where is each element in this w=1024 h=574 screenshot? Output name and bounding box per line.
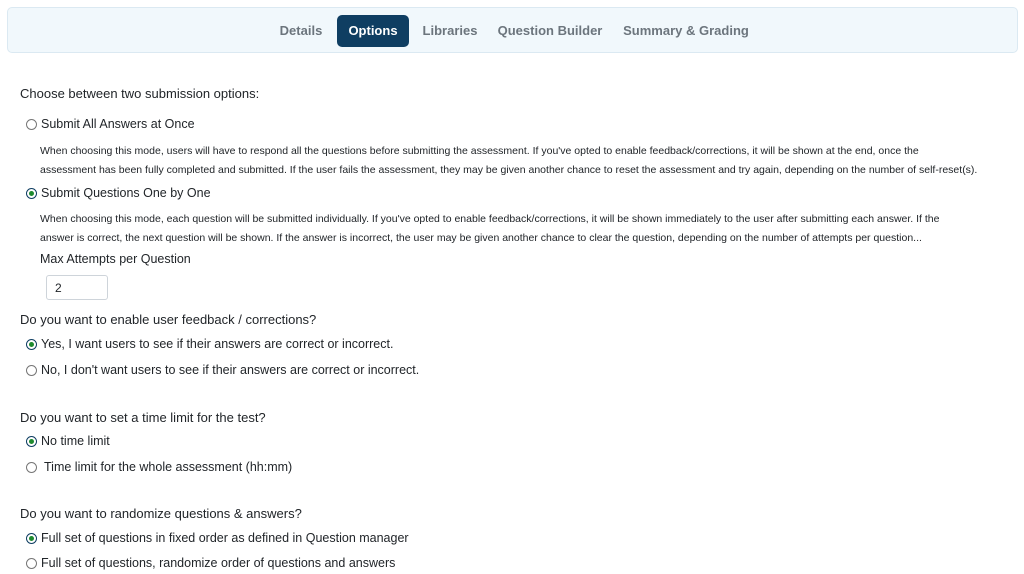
feedback-no-label: No, I don't want users to see if their answers are correct or incorrect. xyxy=(41,363,420,377)
submit-all-description: When choosing this mode, users will have to respond all the questions before submitting the assessment. If you've opted to enable feedback/corrections, it will be shown at the end, once the assessment has been fully completed and submitted. If the user fails the assessment, they may be given another chance to reset the assessment and try again, depending on the number of self-reset(s). xyxy=(40,145,978,176)
no-time-limit-option[interactable] xyxy=(26,433,110,449)
max-attempts-label: Max Attempts per Question xyxy=(40,252,191,266)
random-order-label: Full set of questions, randomize order of questions and answers xyxy=(41,556,396,570)
tab-question-builder[interactable]: Question Builder xyxy=(497,23,603,38)
no-time-limit-label: No time limit xyxy=(41,434,110,448)
whole-time-limit-radio[interactable] xyxy=(26,462,37,473)
feedback-yes-radio[interactable] xyxy=(26,339,37,350)
tab-options[interactable]: Options xyxy=(337,15,409,47)
feedback-yes-label: Yes, I want users to see if their answers are correct or incorrect. xyxy=(41,337,394,351)
submit-all-label: Submit All Answers at Once xyxy=(41,117,195,131)
tab-summary-grading[interactable]: Summary & Grading xyxy=(623,23,749,38)
whole-time-limit-option[interactable] xyxy=(26,459,292,475)
feedback-no-option[interactable] xyxy=(26,362,419,378)
time-limit-question: Do you want to set a time limit for the test? xyxy=(20,410,266,425)
random-order-option[interactable] xyxy=(26,555,395,571)
tab-libraries[interactable]: Libraries xyxy=(422,23,478,38)
randomize-question: Do you want to randomize questions & answers? xyxy=(20,506,302,521)
submit-one-option[interactable] xyxy=(26,185,211,201)
feedback-question: Do you want to enable user feedback / corrections? xyxy=(20,312,317,327)
tab-details[interactable]: Details xyxy=(279,23,323,38)
fixed-order-label: Full set of questions in fixed order as defined in Question manager xyxy=(41,531,409,545)
feedback-yes-option[interactable] xyxy=(26,336,393,352)
submission-question: Choose between two submission options: xyxy=(20,86,260,101)
fixed-order-radio[interactable] xyxy=(26,533,37,544)
submit-one-radio[interactable] xyxy=(26,188,37,199)
submit-all-radio[interactable] xyxy=(26,119,37,130)
submit-one-description: When choosing this mode, each question will be submitted individually. If you've opted to enable feedback/corrections, it will be shown immediately to the user after submitting each answer. If the answer is correct, the next question will be shown. If the answer is incorrect, the user may be given another chance to clear the question, depending on the number of attempts per question... xyxy=(40,213,940,244)
tab-bar xyxy=(7,7,1018,53)
max-attempts-input[interactable] xyxy=(46,275,108,300)
submit-one-label: Submit Questions One by One xyxy=(41,186,211,200)
random-order-radio[interactable] xyxy=(26,558,37,569)
whole-time-limit-label: Time limit for the whole assessment (hh:mm) xyxy=(44,460,293,474)
fixed-order-option[interactable] xyxy=(26,530,409,546)
feedback-no-radio[interactable] xyxy=(26,365,37,376)
submit-all-option[interactable] xyxy=(26,116,195,132)
no-time-limit-radio[interactable] xyxy=(26,436,37,447)
